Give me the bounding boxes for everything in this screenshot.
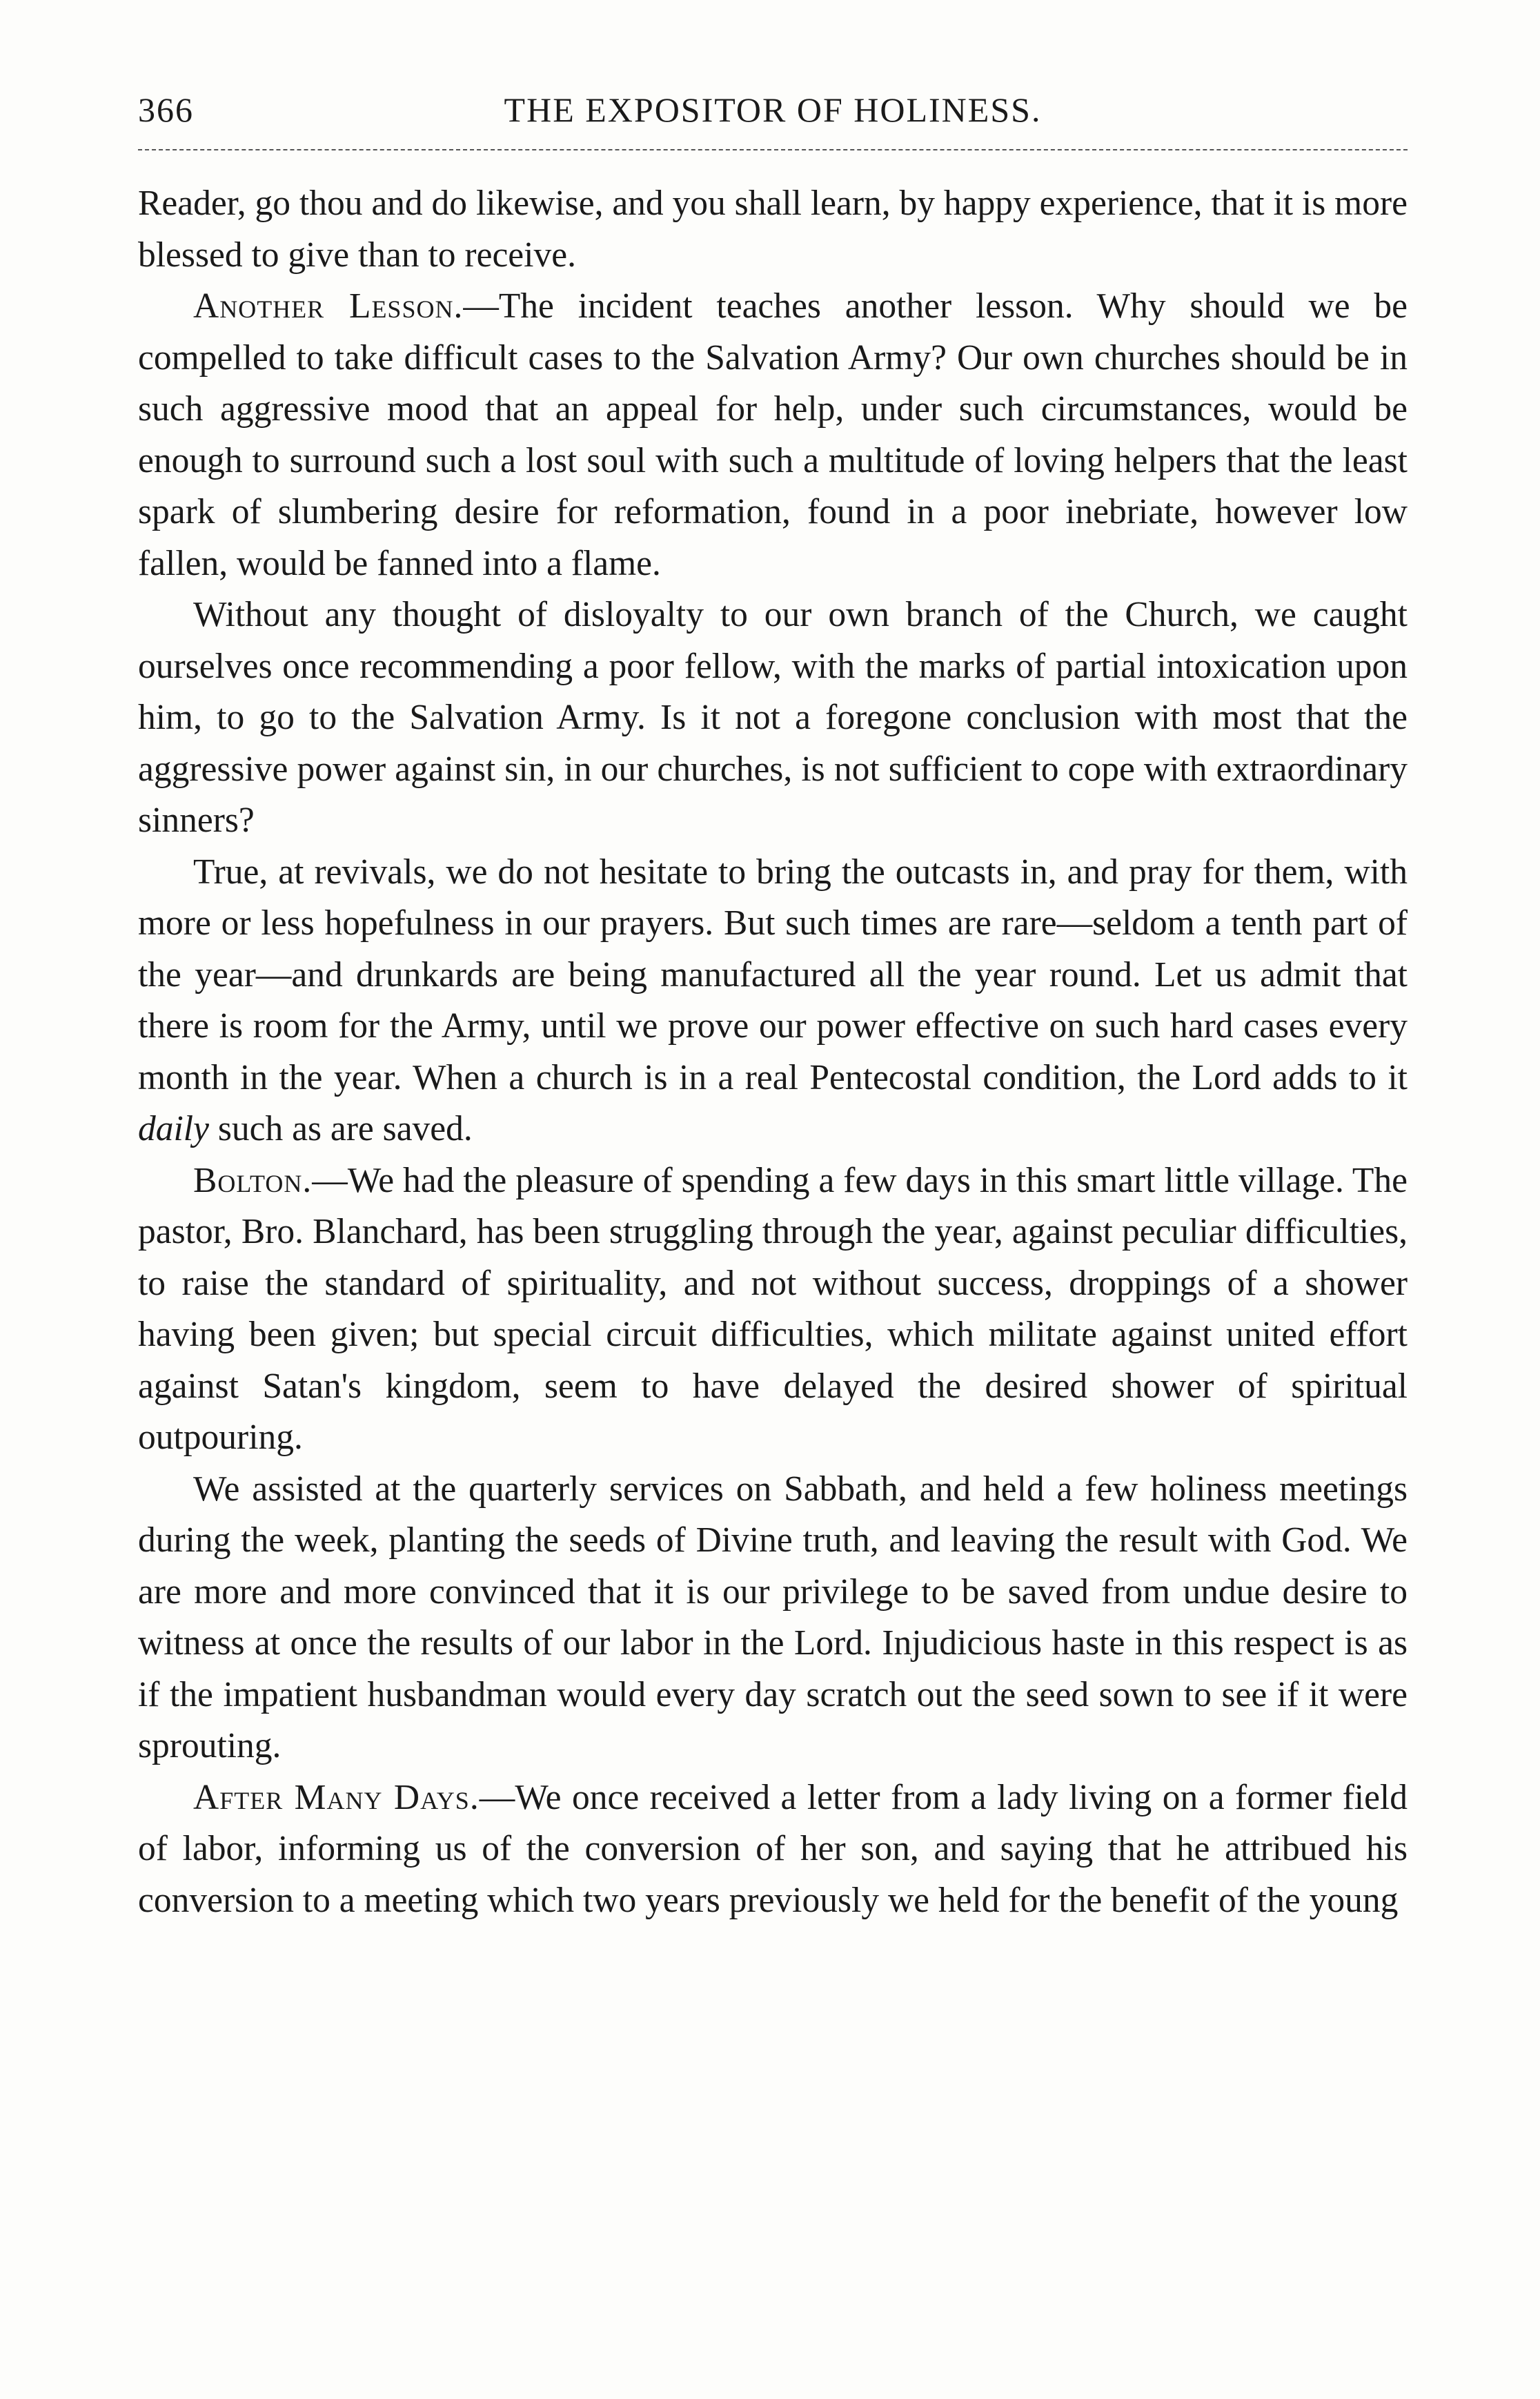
paragraph-text: We assisted at the quarterly services on Sabbath, and held a few holiness meetings during the week, planting the seeds of Divine truth, and leaving the result with God. We are more and more convinced that it is our privilege to be saved from undue desire to witness at once the results of our labor in the Lord. Injudicious haste in this respect is as if the impatient husbandman would every day scratch out the seed sown to see if it were sprouting. [138, 1469, 1408, 1765]
paragraph-text: Reader, go thou and do likewise, and you shall learn, by happy experience, that it is more blessed to give than to receive. [138, 184, 1408, 275]
paragraph-text: Without any thought of disloyalty to our own branch of the Church, we caught ourselves once recommending a poor fellow, with the marks of partial intoxication upon him, to go to the Salvation Army. Is it not a foregone conclusion with most that the aggressive power against sin, in our churches, is not sufficient to cope with extraordinary sinners? [138, 595, 1408, 840]
paragraph-bolton [138, 1155, 1408, 1464]
emphasis: daily [138, 1109, 209, 1148]
page-number: 366 [138, 90, 194, 129]
page [138, 90, 1408, 1926]
paragraph-text: —The incident teaches another lesson. Why should we be compelled to take difficult cases to the Salvation Army? Our own churches should be in such aggressive mood that an appeal for help, under such circumstances, would be enough to surround such a lost soul with such a multitude of loving helpers that the least spark of slumbering desire for reformation, found in a poor inebriate, however low fallen, would be fanned into a flame. [138, 286, 1408, 583]
running-title: THE EXPOSITOR OF HOLINESS. [504, 90, 1042, 129]
paragraph-disloyalty [138, 589, 1408, 847]
paragraph-text-tail: such as are saved. [217, 1109, 473, 1148]
page-body [138, 178, 1408, 1926]
section-lead: Another Lesson. [193, 286, 464, 326]
paragraph-quarterly [138, 1464, 1408, 1772]
page-header [138, 90, 1408, 145]
header-rule [138, 149, 1408, 150]
paragraph-text: True, at revivals, we do not hesitate to bring the outcasts in, and pray for them, with more or less hopefulness in our prayers. But such times are rare—seldom a tenth part of the year—and drunkards are being manufactured all the year round. Let us admit that there is room for the Army, until we prove our power effective on such hard cases every month in the year. When a church is in a real Pentecostal condition, the Lord adds to it [138, 852, 1408, 1097]
paragraph-after-many-days [138, 1772, 1408, 1927]
section-lead: Bolton. [193, 1160, 313, 1200]
section-lead: After Many Days. [193, 1777, 480, 1817]
paragraph-revivals [138, 847, 1408, 1155]
paragraph-reader [138, 178, 1408, 281]
paragraph-text: —We once received a letter from a lady living on a former field of labor, informing us of the conversion of her son, and saying that he attribued his conversion to a meeting which two years previously we held for the benefit of the young [138, 1777, 1408, 1920]
paragraph-another-lesson [138, 281, 1408, 589]
paragraph-text: —We had the pleasure of spending a few days in this smart little village. The pastor, Bro. Blanchard, has been struggling through the year, against peculiar difficulties, to raise the standard of spirituality, and not without success, droppings of a shower having been given; but special circuit difficulties, which militate against united effort against Satan's kingdom, seem to have delayed the desired shower of spiritual outpouring. [138, 1160, 1408, 1457]
